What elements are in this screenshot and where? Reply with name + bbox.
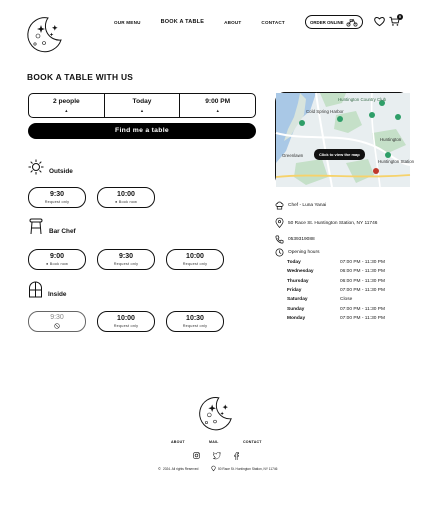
time-slot[interactable] — [97, 311, 155, 332]
slot-status: Book now — [49, 262, 69, 266]
main-nav — [114, 15, 363, 29]
hours-time: 06:00 PM - 11:30 PM — [340, 278, 385, 284]
nav-book-a-table[interactable]: BOOK A TABLE — [160, 19, 205, 25]
hours-time: Close — [340, 297, 353, 303]
section-outside — [28, 158, 73, 175]
slot-time: 9:00 — [49, 253, 64, 260]
view-map-button[interactable]: Click to view the map — [314, 149, 365, 160]
order-online-button[interactable] — [305, 15, 363, 29]
slot-status: Request only — [182, 262, 208, 266]
moon-logo-icon[interactable] — [24, 14, 64, 54]
people-value: 2 people — [52, 98, 80, 105]
hours-time: 07:00 PM - 11:30 PM — [340, 306, 385, 312]
hours-header — [275, 248, 319, 257]
section-title: Inside — [48, 291, 67, 298]
hours-day: Wednesday — [287, 269, 314, 275]
caret-up-icon: ▲ — [215, 108, 220, 113]
window-icon — [28, 281, 43, 298]
caret-up-icon: ▲ — [140, 108, 144, 113]
time-slot[interactable] — [166, 311, 224, 332]
map-label: Huntington Country Club — [338, 97, 387, 102]
footer-nav-contact[interactable]: CONTACT — [243, 440, 262, 444]
footer-nav-mail[interactable]: MAIL — [209, 440, 219, 444]
hours-row — [287, 277, 397, 286]
section-title: Bar Chef — [49, 228, 76, 235]
slot-status: Request only — [44, 200, 70, 204]
time-select[interactable] — [180, 94, 255, 117]
hours-time: 06:00 PM - 11:30 PM — [340, 269, 385, 275]
chef-name: Chef - Luna Yanai — [288, 203, 327, 208]
copyright-icon: © — [158, 466, 161, 471]
map-label: Cold Spring Harbor — [306, 109, 344, 114]
day-value: Today — [132, 98, 152, 105]
time-value: 9:00 PM — [205, 98, 231, 105]
scooter-icon — [346, 18, 358, 27]
hours-day: Friday — [287, 288, 302, 294]
footer-address — [211, 466, 277, 471]
map-preview[interactable] — [275, 92, 415, 186]
restaurant-address[interactable]: 50 Race St. Huntington Station, NY 11746 — [288, 220, 378, 226]
unavailable-icon — [54, 323, 60, 329]
footer-moon-logo-icon[interactable] — [196, 394, 234, 432]
hours-time: 07:00 PM - 11:30 PM — [340, 260, 385, 266]
page-title: BOOK A TABLE WITH US — [27, 72, 134, 82]
slot-time: 10:00 — [117, 191, 135, 198]
caret-up-icon: ▲ — [64, 108, 69, 113]
opening-hours-list — [287, 258, 397, 323]
location-pin-icon — [211, 466, 216, 471]
facebook-icon[interactable] — [234, 452, 239, 460]
slot-time: 9:30 — [49, 191, 64, 198]
hours-time: 07:00 PM - 11:30 PM — [340, 315, 385, 321]
time-slot[interactable] — [166, 249, 224, 270]
hours-title: Opening hours — [288, 250, 320, 255]
hours-row — [287, 258, 397, 267]
clock-icon — [275, 248, 284, 257]
slot-time: 10:00 — [186, 253, 204, 260]
footer-copyright — [158, 466, 198, 471]
phone-icon — [275, 235, 284, 244]
find-table-button[interactable]: Find me a table — [28, 123, 256, 139]
map-label: Huntington — [380, 137, 402, 142]
slot-time: 10:30 — [186, 315, 204, 322]
section-inside — [28, 281, 66, 298]
hours-day: Monday — [287, 315, 306, 321]
copyright-text: 2024. All rights Reserved — [162, 466, 199, 471]
nav-our-menu[interactable]: OUR MENU — [114, 19, 141, 25]
slot-status-row: ● Book now — [114, 200, 138, 204]
nav-contact[interactable]: CONTACT — [261, 19, 285, 25]
day-select[interactable] — [105, 94, 181, 117]
chef-info — [275, 201, 326, 210]
hours-day: Sunday — [287, 306, 305, 312]
phone-info — [275, 235, 315, 244]
people-select[interactable] — [29, 94, 105, 117]
hours-time: 07:00 PM - 11:30 PM — [340, 288, 385, 294]
map-label: Huntington Station — [378, 159, 415, 164]
order-online-label: ORDER ONLINE — [309, 19, 344, 25]
slot-status: Request only — [182, 324, 208, 328]
hours-day: Thursday — [287, 278, 309, 284]
hours-day: Saturday — [287, 297, 308, 303]
hours-row — [287, 295, 397, 304]
cart-count-badge: 0 — [399, 15, 401, 19]
time-slot[interactable] — [28, 249, 86, 270]
slot-time: 9:30 — [118, 253, 133, 260]
twitter-icon[interactable] — [213, 452, 221, 459]
time-slot[interactable] — [97, 187, 155, 208]
section-bar-chef — [28, 218, 76, 235]
hours-row — [287, 286, 397, 295]
footer-nav-about[interactable]: ABOUT — [171, 440, 185, 444]
bar-stool-icon — [28, 218, 44, 235]
slot-status: Book now — [118, 200, 138, 204]
map-image — [276, 93, 415, 187]
time-slot[interactable] — [28, 187, 86, 208]
slot-status: Request only — [113, 324, 139, 328]
hours-day: Today — [287, 260, 301, 266]
time-slot[interactable] — [97, 249, 155, 270]
sun-icon — [28, 159, 44, 175]
nav-about[interactable]: ABOUT — [224, 19, 242, 25]
slot-time: 9:30 — [50, 314, 64, 321]
map-label: Greenlawn — [282, 153, 304, 158]
phone-number[interactable]: 0539319088 — [288, 237, 315, 242]
time-slot-unavailable — [28, 311, 86, 332]
slot-status: Request only — [113, 262, 139, 266]
footer-address-text: 50 Race St. Huntington Station, NY 11746 — [218, 466, 278, 471]
address-info — [275, 218, 377, 228]
location-pin-icon — [275, 218, 284, 228]
slot-status-row: ● Book now — [45, 262, 69, 266]
hours-row — [287, 267, 397, 276]
instagram-icon[interactable] — [193, 452, 200, 459]
booking-selector — [28, 93, 256, 118]
slot-time: 10:00 — [117, 315, 135, 322]
hours-row — [287, 304, 397, 313]
section-title: Outside — [49, 168, 73, 175]
chef-hat-icon — [275, 201, 284, 210]
heart-icon[interactable] — [374, 16, 385, 27]
hours-row — [287, 314, 397, 323]
